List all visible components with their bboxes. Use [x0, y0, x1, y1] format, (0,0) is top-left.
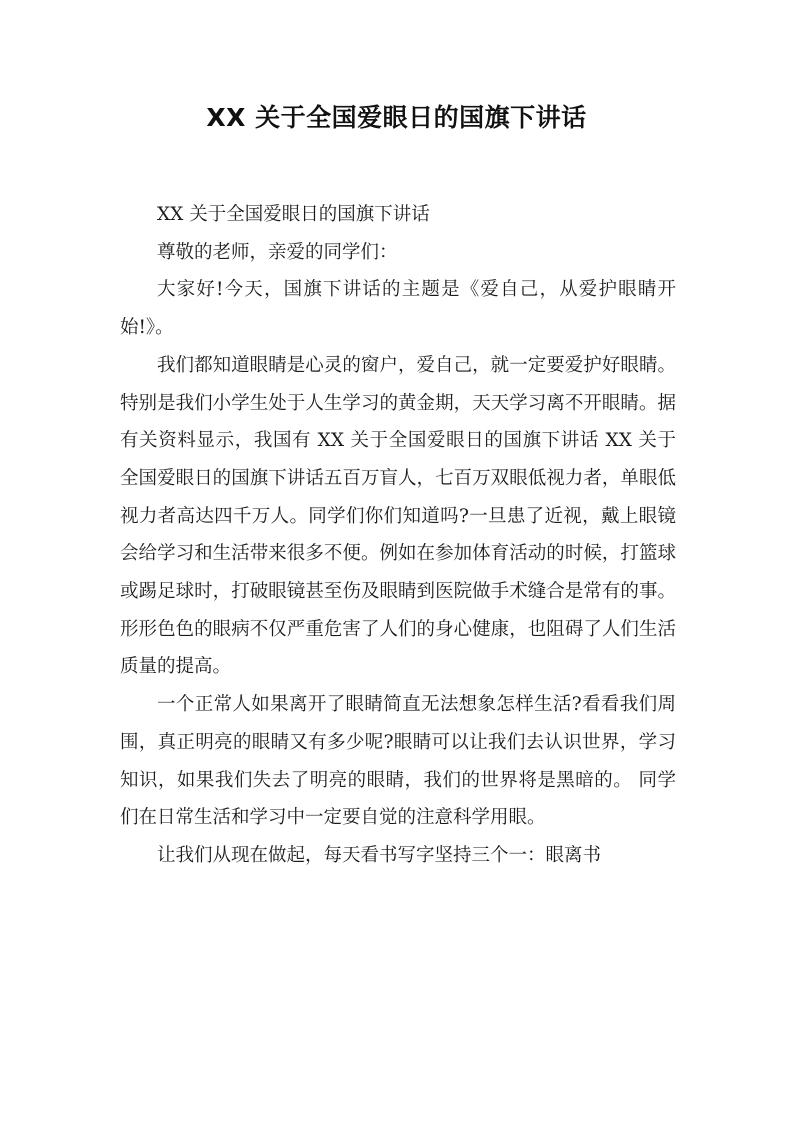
- paragraph-body-2: 一个正常人如果离开了眼睛简直无法想象怎样生活?看看我们周围，真正明亮的眼睛又有多少呢?眼睛可以让我们去认识世界，学习知识，如果我们失去了明亮的眼睛，我们的世界将是黑暗的。 同学们在日常生活和学习中一定要自觉的注意科学用眼。: [120, 694, 676, 829]
- paragraph-body-1: 我们都知道眼睛是心灵的窗户，爱自己，就一定要爱护好眼睛。特别是我们小学生处于人生学习的黄金期，天天学习离不开眼睛。据有关资料显示，我国有 XX 关于全国爱眼日的国旗下讲话 XX 关于全国爱眼日的国旗下讲话五百万盲人，七百万双眼低视力者，单眼低视力者高达四千万人。同学们你们知道吗?一旦患了近视，戴上眼镜会给学习和生活带来很多不便。例如在参加体育活动的时候，打篮球或踢足球时，打破眼镜甚至伤及眼睛到医院做手术缝合是常有的事。形形色色的眼病不仅严重危害了人们的身心健康，也阻碍了人们生活质量的提高。: [120, 354, 676, 678]
- paragraph-greeting: 大家好!今天，国旗下讲话的主题是《爱自己，从爱护眼睛开始!》。: [120, 279, 676, 339]
- document-body: [120, 196, 676, 875]
- document-title: XX 关于全国爱眼日的国旗下讲话: [206, 103, 587, 132]
- paragraph-body-3: 让我们从现在做起，每天看书写字坚持三个一：眼离书: [157, 844, 602, 866]
- paragraph-subtitle: XX 关于全国爱眼日的国旗下讲话: [157, 204, 430, 225]
- paragraph-salutation: 尊敬的老师，亲爱的同学们：: [157, 241, 398, 263]
